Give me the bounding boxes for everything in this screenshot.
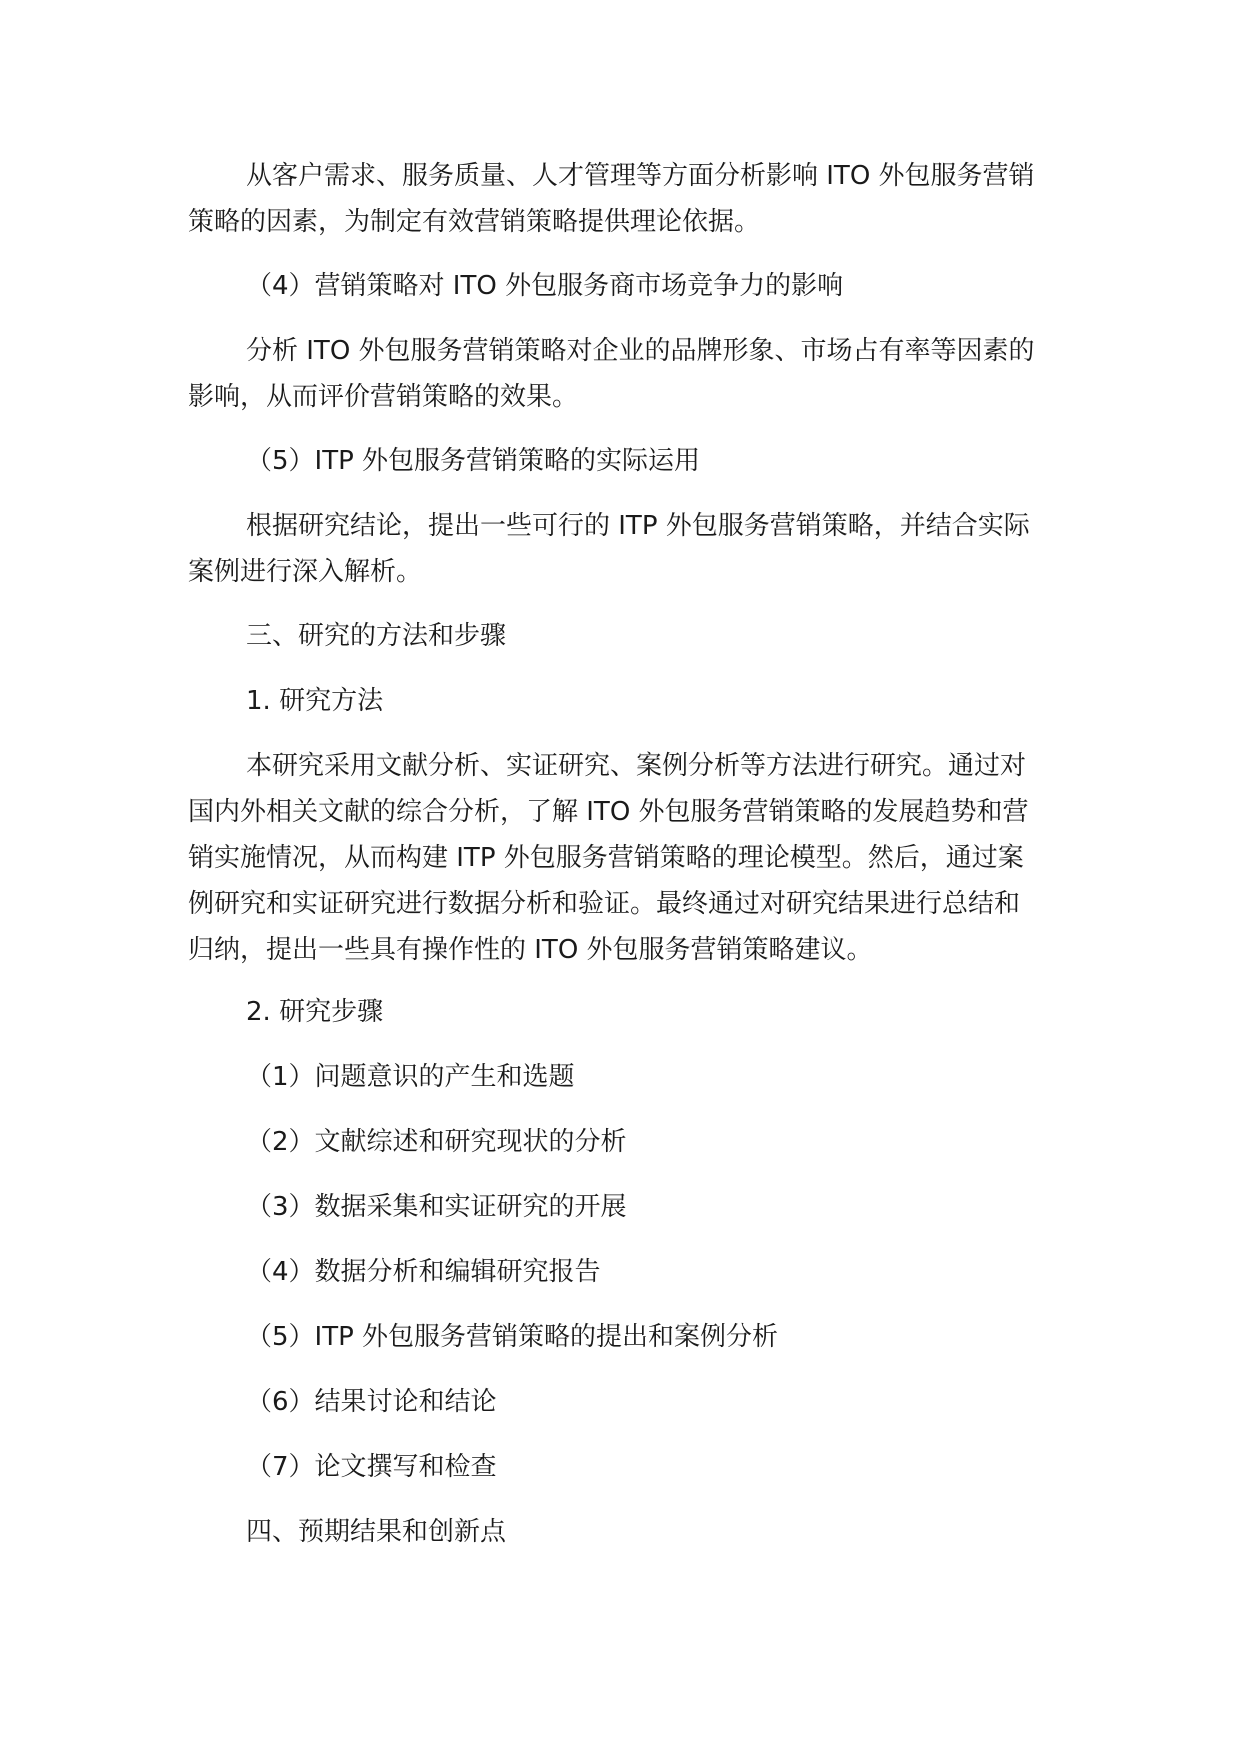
subsection-heading-research-method: 1. 研究方法	[246, 686, 384, 716]
step-item-4: （4）数据分析和编辑研究报告	[246, 1257, 601, 1287]
subsection-heading-research-steps: 2. 研究步骤	[246, 997, 384, 1027]
section-heading-methods: 三、研究的方法和步骤	[246, 621, 507, 651]
step-item-2: （2）文献综述和研究现状的分析	[246, 1127, 627, 1157]
step-item-5: （5）ITP 外包服务营销策略的提出和案例分析	[246, 1322, 779, 1352]
step-item-6: （6）结果讨论和结论	[246, 1387, 497, 1417]
paragraph-research-method: 本研究采用文献分析、实证研究、案例分析等方法进行研究。通过对国内外相关文献的综合分析，了解 ITO 外包服务营销策略的发展趋势和营销实施情况，从而构建 ITP 外包服务营销策略的理论模型。然后，通过案例研究和实证研究进行数据分析和验证。最终通过对研究结果进行总结和归纳，提出一些具有操作性的 ITO 外包服务营销策略建议。	[188, 751, 1029, 965]
paragraph-influencing-factors: 从客户需求、服务质量、人才管理等方面分析影响 ITO 外包服务营销策略的因素，为制定有效营销策略提供理论依据。	[188, 161, 1035, 237]
subheading-item-4: （4）营销策略对 ITO 外包服务商市场竞争力的影响	[246, 271, 844, 301]
paragraph-practical-application: 根据研究结论，提出一些可行的 ITP 外包服务营销策略，并结合实际案例进行深入解析。	[188, 511, 1030, 587]
step-item-7: （7）论文撰写和检查	[246, 1452, 497, 1482]
subheading-item-5: （5）ITP 外包服务营销策略的实际运用	[246, 446, 701, 476]
paragraph-strategy-effect: 分析 ITO 外包服务营销策略对企业的品牌形象、市场占有率等因素的影响，从而评价营销策略的效果。	[188, 336, 1035, 412]
step-item-1: （1）问题意识的产生和选题	[246, 1062, 575, 1092]
step-item-3: （3）数据采集和实证研究的开展	[246, 1192, 627, 1222]
section-heading-expected-results: 四、预期结果和创新点	[246, 1517, 507, 1547]
